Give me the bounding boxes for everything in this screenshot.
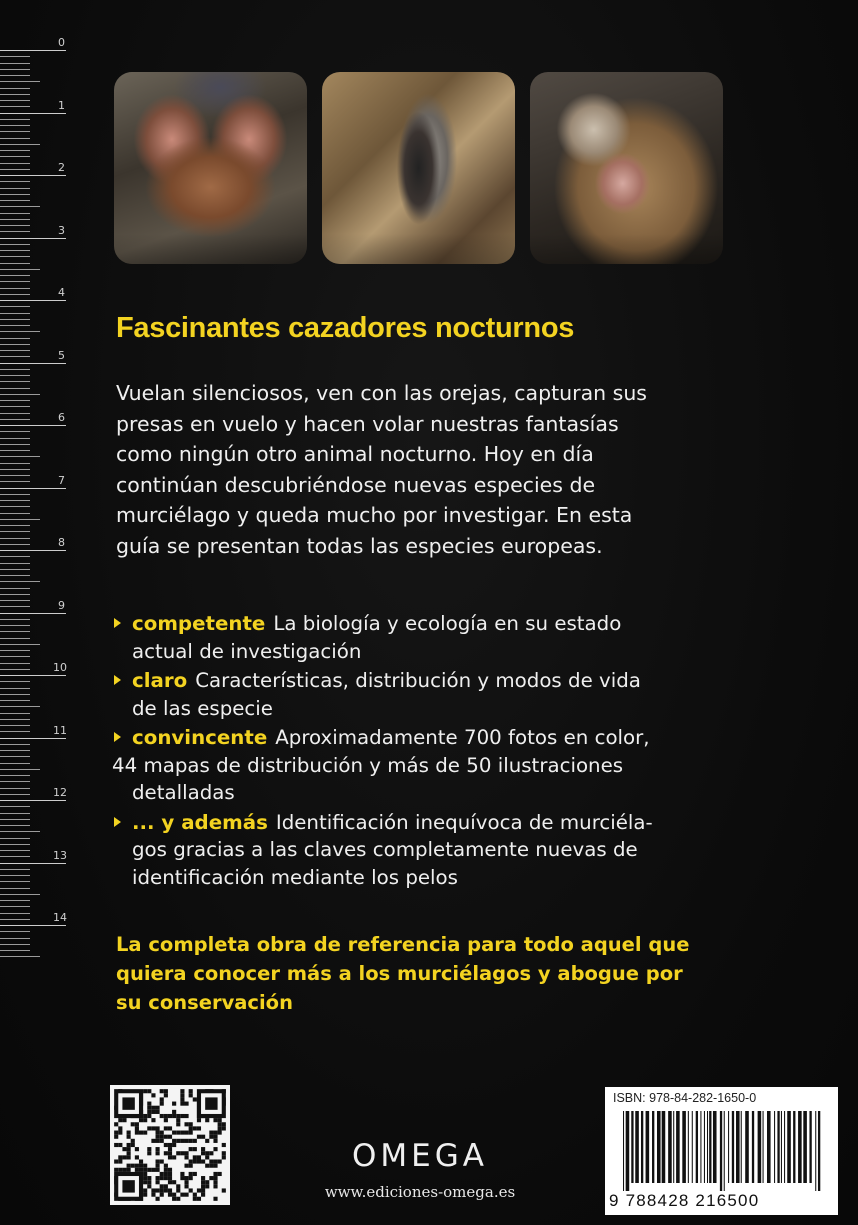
intro-line: murciélago y queda mucho por investigar. En esta — [116, 503, 633, 527]
ruler-tick — [0, 131, 30, 132]
ruler-tick — [0, 169, 30, 170]
ruler-tick — [0, 156, 30, 157]
ruler-tick — [0, 775, 30, 776]
ruler-number: 12 — [53, 786, 67, 799]
feature-item — [112, 667, 722, 722]
ruler-tick — [0, 200, 30, 201]
ruler-tick — [0, 594, 30, 595]
ruler-tick — [0, 356, 30, 357]
ruler-tick — [0, 381, 30, 382]
feature-text: detalladas — [132, 781, 235, 804]
ruler-tick — [0, 638, 30, 639]
ruler-number: 14 — [53, 911, 67, 924]
publisher-logo: OMEGA — [352, 1138, 488, 1174]
ruler-tick — [0, 756, 30, 757]
ruler-tick — [0, 225, 30, 226]
ruler-tick — [0, 888, 30, 889]
ruler-number: 10 — [53, 661, 67, 674]
barcode-box — [605, 1087, 838, 1215]
ruler-tick — [0, 450, 30, 451]
ruler-tick — [0, 463, 30, 464]
ruler-tick — [0, 481, 30, 482]
ruler-tick — [0, 256, 30, 257]
ruler-tick — [0, 550, 66, 551]
ruler-number: 9 — [58, 598, 65, 612]
ruler-tick — [0, 669, 30, 670]
ruler-tick — [0, 250, 30, 251]
ruler-tick — [0, 319, 30, 320]
ruler-tick — [0, 788, 30, 789]
ruler-tick — [0, 781, 30, 782]
ruler-number: 1 — [58, 98, 65, 112]
feature-text: gos gracias a las claves completamente nuevas de — [132, 838, 638, 861]
ruler-tick — [0, 494, 30, 495]
ruler-tick — [0, 531, 30, 532]
ruler-tick — [0, 631, 30, 632]
publisher-url[interactable]: www.ediciones-omega.es — [324, 1183, 516, 1201]
ruler-tick — [0, 763, 30, 764]
ruler-tick — [0, 88, 30, 89]
ruler-tick — [0, 400, 30, 401]
ruler-tick — [0, 544, 30, 545]
ruler-tick — [0, 344, 30, 345]
ruler-tick — [0, 719, 30, 720]
ruler-tick — [0, 600, 30, 601]
feature-keyword: ... y además — [132, 810, 268, 834]
ruler-tick — [0, 844, 30, 845]
ruler-tick — [0, 263, 30, 264]
ruler-tick — [0, 519, 40, 520]
ruler-number: 2 — [58, 161, 65, 174]
feature-text: de las especie — [132, 696, 273, 720]
ruler-tick — [0, 350, 30, 351]
ruler-number: 3 — [58, 223, 65, 237]
ruler-tick — [0, 75, 30, 76]
ruler-tick — [0, 63, 30, 64]
ruler-tick — [0, 331, 40, 332]
feature-text: La biología y ecología en su estado — [273, 612, 622, 635]
isbn-label: ISBN: 978-84-282-1650-0 — [613, 1091, 757, 1105]
ruler-tick — [0, 181, 30, 182]
intro-line: Vuelan silenciosos, ven con las orejas, capturan sus — [116, 381, 647, 405]
qr-code-icon[interactable] — [110, 1085, 230, 1205]
ruler-tick — [0, 219, 30, 220]
ruler-tick — [0, 300, 66, 301]
headline: Fascinantes cazadores nocturnos — [116, 312, 575, 344]
ruler-tick — [0, 938, 30, 939]
ruler-tick — [0, 163, 30, 164]
ruler-tick — [0, 725, 30, 726]
ruler-tick — [0, 106, 30, 107]
feature-text: Características, distribución y modos de vida — [195, 669, 641, 692]
ruler-tick — [0, 513, 30, 514]
ruler-tick — [0, 100, 30, 101]
ruler-tick — [0, 944, 30, 945]
ruler-number: 8 — [58, 536, 65, 549]
triangle-bullet-icon — [114, 817, 121, 827]
ruler-tick — [0, 175, 66, 176]
ruler-tick — [0, 469, 30, 470]
ruler-tick — [0, 138, 30, 139]
ruler-tick — [0, 456, 40, 457]
ruler-tick — [0, 569, 30, 570]
ruler-tick — [0, 750, 30, 751]
feature-item — [112, 809, 722, 892]
ruler-tick — [0, 206, 40, 207]
ruler-tick — [0, 375, 30, 376]
ruler-tick — [0, 69, 30, 70]
ruler-tick — [0, 625, 30, 626]
ruler-tick — [0, 506, 30, 507]
ruler-tick — [0, 575, 30, 576]
triangle-bullet-icon — [114, 675, 121, 685]
ruler-tick — [0, 675, 66, 676]
intro-line: guía se presentan todas las especies europeas. — [116, 533, 603, 558]
ruler-tick — [0, 500, 30, 501]
triangle-bullet-icon — [114, 732, 121, 742]
ruler-tick — [0, 294, 30, 295]
ruler-tick — [0, 119, 30, 120]
ruler-tick — [0, 369, 30, 370]
ruler-tick — [0, 819, 30, 820]
ruler-tick — [0, 588, 30, 589]
ruler-tick — [0, 606, 30, 607]
ruler-tick — [0, 894, 40, 895]
ruler-tick — [0, 94, 30, 95]
ruler-tick — [0, 950, 30, 951]
feature-text: identificación mediante los pelos — [132, 865, 458, 889]
feature-text: actual de investigación — [132, 639, 362, 663]
ruler-tick — [0, 275, 30, 276]
ruler-tick — [0, 644, 40, 645]
ruler-tick — [0, 431, 30, 432]
ruler-tick — [0, 213, 30, 214]
ruler-tick — [0, 325, 30, 326]
ruler-tick — [0, 619, 30, 620]
ruler-tick — [0, 613, 66, 614]
tagline-line: quiera conocer más a los murciélagos y abogue por — [116, 962, 683, 985]
ruler-tick — [0, 794, 30, 795]
ruler-tick — [0, 488, 66, 489]
ruler-tick — [0, 806, 30, 807]
ruler-tick — [0, 744, 30, 745]
intro-line: presas en vuelo y hacen volar nuestras fantasías — [116, 411, 619, 436]
ruler-tick — [0, 581, 40, 582]
feature-text: 44 mapas de distribución y más de 50 ilustraciones — [112, 753, 624, 777]
ruler-number: 11 — [53, 723, 67, 737]
feature-keyword: competente — [132, 612, 266, 635]
ruler-tick — [0, 919, 30, 920]
ruler-tick — [0, 306, 30, 307]
ruler-tick — [0, 856, 30, 857]
ruler-tick — [0, 906, 30, 907]
ruler-tick — [0, 188, 30, 189]
ruler-tick — [0, 388, 30, 389]
feature-text: Identificación inequívoca de murciéla- — [275, 810, 653, 834]
ruler-tick — [0, 650, 30, 651]
tagline-line: La completa obra de referencia para todo aquel que — [116, 933, 690, 956]
ruler-tick — [0, 394, 40, 395]
ruler-tick — [0, 231, 30, 232]
ruler-number: 5 — [58, 348, 65, 362]
intro-paragraph — [116, 378, 696, 561]
ruler-tick — [0, 244, 30, 245]
feature-item — [112, 610, 722, 665]
ruler-tick — [0, 269, 40, 270]
ruler-tick — [0, 738, 66, 739]
ruler-tick — [0, 713, 30, 714]
feature-keyword: convincente — [132, 726, 268, 749]
ruler-tick — [0, 50, 66, 51]
ruler-number: 6 — [58, 411, 65, 424]
ruler-tick — [0, 444, 30, 445]
ruler-tick — [0, 925, 66, 926]
feature-keyword: claro — [132, 669, 188, 692]
ruler-tick — [0, 363, 66, 364]
ruler-tick — [0, 731, 30, 732]
ruler-tick — [0, 706, 40, 707]
ruler-tick — [0, 769, 40, 770]
ruler-tick — [0, 238, 66, 239]
hanging-bat-photo — [322, 72, 515, 264]
ruler-tick — [0, 694, 30, 695]
ruler-tick — [0, 700, 30, 701]
ruler-tick — [0, 313, 30, 314]
barcode-icon — [623, 1111, 823, 1191]
ruler-tick — [0, 956, 40, 957]
ruler-tick — [0, 813, 30, 814]
ruler-number: 7 — [58, 473, 65, 487]
ruler-tick — [0, 825, 30, 826]
ruler-tick — [0, 913, 30, 914]
ruler-tick — [0, 556, 30, 557]
ruler-number: 4 — [58, 286, 65, 299]
ruler-tick — [0, 688, 30, 689]
ruler-tick — [0, 194, 30, 195]
ruler-tick — [0, 150, 30, 151]
feature-list — [112, 610, 722, 891]
ruler-tick — [0, 881, 30, 882]
tagline-line: su conservación — [116, 991, 293, 1014]
barcode-digits: 9 788428 216500 — [609, 1191, 760, 1210]
ruler-tick — [0, 681, 30, 682]
triangle-bullet-icon — [114, 618, 121, 628]
intro-line: continúan descubriéndose nuevas especies de — [116, 472, 596, 497]
ruler-tick — [0, 900, 30, 901]
ruler-tick — [0, 144, 40, 145]
ruler-tick — [0, 338, 30, 339]
ruler-tick — [0, 425, 66, 426]
ruler-tick — [0, 125, 30, 126]
ruler — [0, 30, 70, 960]
bat-face-photo — [114, 72, 307, 264]
ruler-tick — [0, 875, 30, 876]
ruler-tick — [0, 438, 30, 439]
tagline — [116, 930, 736, 1017]
ruler-tick — [0, 831, 40, 832]
ruler-tick — [0, 81, 40, 82]
ruler-tick — [0, 419, 30, 420]
ruler-tick — [0, 656, 30, 657]
ruler-tick — [0, 869, 30, 870]
ruler-tick — [0, 563, 30, 564]
ruler-tick — [0, 663, 30, 664]
ruler-tick — [0, 931, 30, 932]
ruler-tick — [0, 406, 30, 407]
ruler-number: 13 — [53, 848, 67, 862]
ruler-tick — [0, 113, 66, 114]
feature-text: Aproximadamente 700 fotos en color, — [275, 726, 650, 749]
ruler-tick — [0, 413, 30, 414]
ruler-tick — [0, 863, 66, 864]
ruler-tick — [0, 475, 30, 476]
ruler-tick — [0, 800, 66, 801]
ruler-tick — [0, 538, 30, 539]
horseshoe-bat-photo — [530, 72, 723, 264]
feature-item — [112, 724, 722, 807]
ruler-tick — [0, 288, 30, 289]
ruler-tick — [0, 525, 30, 526]
ruler-tick — [0, 838, 30, 839]
ruler-number: 0 — [58, 36, 65, 49]
ruler-tick — [0, 281, 30, 282]
intro-line: como ningún otro animal nocturno. Hoy en día — [116, 442, 594, 466]
ruler-tick — [0, 850, 30, 851]
ruler-tick — [0, 56, 30, 57]
